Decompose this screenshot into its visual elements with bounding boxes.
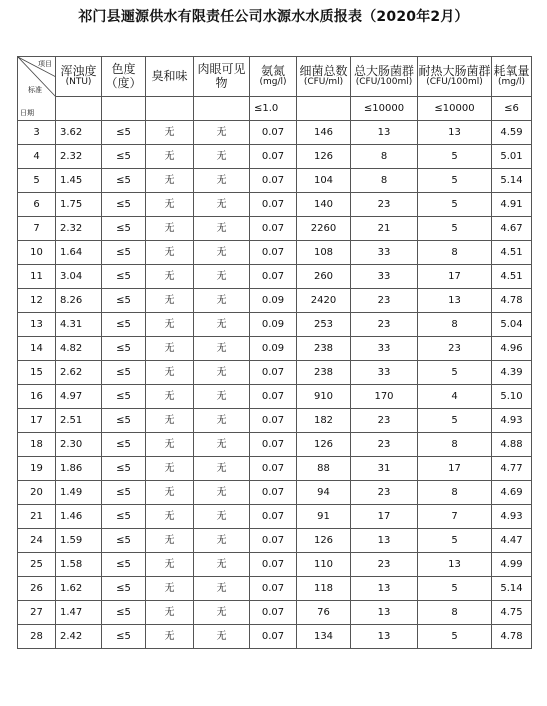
color-cell: ≤5 — [102, 505, 146, 529]
water-quality-table — [17, 56, 532, 649]
thermo-coliform-cell: 5 — [418, 193, 492, 217]
color-cell: ≤5 — [102, 265, 146, 289]
date-cell: 19 — [18, 457, 56, 481]
coliform-cell: 33 — [351, 361, 418, 385]
thermo-coliform-cell: 5 — [418, 577, 492, 601]
standard-cell: ≤1.0 — [250, 97, 297, 121]
ammonia-cell: 0.07 — [250, 553, 297, 577]
odor-cell: 无 — [146, 337, 194, 361]
turbidity-cell: 3.62 — [56, 121, 102, 145]
color-cell: ≤5 — [102, 553, 146, 577]
visible-matter-cell: 无 — [194, 169, 250, 193]
thermo-coliform-cell: 5 — [418, 169, 492, 193]
date-cell: 27 — [18, 601, 56, 625]
odor-cell: 无 — [146, 121, 194, 145]
standard-cell — [297, 97, 351, 121]
color-cell: ≤5 — [102, 601, 146, 625]
bacteria-cell: 182 — [297, 409, 351, 433]
ammonia-cell: 0.07 — [250, 193, 297, 217]
standard-cell: ≤10000 — [351, 97, 418, 121]
turbidity-cell: 2.42 — [56, 625, 102, 649]
ammonia-cell: 0.07 — [250, 145, 297, 169]
ammonia-cell: 0.07 — [250, 361, 297, 385]
coliform-cell: 8 — [351, 145, 418, 169]
date-cell: 21 — [18, 505, 56, 529]
date-cell: 10 — [18, 241, 56, 265]
coliform-cell: 23 — [351, 481, 418, 505]
col-header-oxygen-consumption: 耗氧量 (mg/l) — [492, 57, 532, 97]
thermo-coliform-cell: 17 — [418, 457, 492, 481]
turbidity-cell: 1.45 — [56, 169, 102, 193]
col-header-turbidity: 浑浊度 (NTU) — [56, 57, 102, 97]
turbidity-cell: 1.58 — [56, 553, 102, 577]
visible-matter-cell: 无 — [194, 457, 250, 481]
turbidity-cell: 2.30 — [56, 433, 102, 457]
bacteria-cell: 110 — [297, 553, 351, 577]
date-cell: 13 — [18, 313, 56, 337]
bacteria-cell: 910 — [297, 385, 351, 409]
ammonia-cell: 0.07 — [250, 433, 297, 457]
color-cell: ≤5 — [102, 289, 146, 313]
table-row — [18, 433, 532, 457]
oxygen-consumption-cell: 4.78 — [492, 289, 532, 313]
oxygen-consumption-cell: 4.67 — [492, 217, 532, 241]
col-header-thermo-coliform: 耐热大肠菌群 (CFU/100ml) — [418, 57, 492, 97]
date-cell: 14 — [18, 337, 56, 361]
table-row — [18, 265, 532, 289]
ammonia-cell: 0.09 — [250, 289, 297, 313]
turbidity-cell: 1.86 — [56, 457, 102, 481]
coliform-cell: 33 — [351, 337, 418, 361]
table-row — [18, 337, 532, 361]
color-cell: ≤5 — [102, 529, 146, 553]
turbidity-cell: 4.82 — [56, 337, 102, 361]
table-row — [18, 241, 532, 265]
oxygen-consumption-cell: 4.96 — [492, 337, 532, 361]
turbidity-cell: 1.62 — [56, 577, 102, 601]
coliform-cell: 13 — [351, 577, 418, 601]
col-header-ammonia: 氨氮 (mg/l) — [250, 57, 297, 97]
date-cell: 6 — [18, 193, 56, 217]
standard-cell — [102, 97, 146, 121]
table-row — [18, 313, 532, 337]
coliform-cell: 23 — [351, 193, 418, 217]
oxygen-consumption-cell: 4.99 — [492, 553, 532, 577]
color-cell: ≤5 — [102, 313, 146, 337]
ammonia-cell: 0.07 — [250, 385, 297, 409]
thermo-coliform-cell: 5 — [418, 217, 492, 241]
odor-cell: 无 — [146, 313, 194, 337]
turbidity-cell: 1.46 — [56, 505, 102, 529]
visible-matter-cell: 无 — [194, 577, 250, 601]
standard-cell: ≤10000 — [418, 97, 492, 121]
visible-matter-cell: 无 — [194, 433, 250, 457]
turbidity-cell: 1.64 — [56, 241, 102, 265]
visible-matter-cell: 无 — [194, 121, 250, 145]
oxygen-consumption-cell: 4.39 — [492, 361, 532, 385]
thermo-coliform-cell: 8 — [418, 313, 492, 337]
color-cell: ≤5 — [102, 145, 146, 169]
thermo-coliform-cell: 8 — [418, 433, 492, 457]
col-header-bacteria: 细菌总数 (CFU/ml) — [297, 57, 351, 97]
turbidity-cell: 1.75 — [56, 193, 102, 217]
turbidity-cell: 2.32 — [56, 217, 102, 241]
standard-cell — [194, 97, 250, 121]
turbidity-cell: 3.04 — [56, 265, 102, 289]
header-row — [18, 57, 532, 97]
turbidity-cell: 4.97 — [56, 385, 102, 409]
color-cell: ≤5 — [102, 457, 146, 481]
corner-standard-label: 标准 — [28, 86, 42, 94]
coliform-cell: 23 — [351, 289, 418, 313]
color-cell: ≤5 — [102, 433, 146, 457]
date-cell: 11 — [18, 265, 56, 289]
odor-cell: 无 — [146, 193, 194, 217]
table-row — [18, 577, 532, 601]
turbidity-cell: 1.47 — [56, 601, 102, 625]
oxygen-consumption-cell: 4.51 — [492, 241, 532, 265]
thermo-coliform-cell: 5 — [418, 409, 492, 433]
thermo-coliform-cell: 5 — [418, 625, 492, 649]
bacteria-cell: 140 — [297, 193, 351, 217]
color-cell: ≤5 — [102, 193, 146, 217]
coliform-cell: 23 — [351, 553, 418, 577]
ammonia-cell: 0.07 — [250, 481, 297, 505]
table-row — [18, 457, 532, 481]
thermo-coliform-cell: 8 — [418, 601, 492, 625]
coliform-cell: 33 — [351, 241, 418, 265]
bacteria-cell: 126 — [297, 529, 351, 553]
col-header-coliform: 总大肠菌群 (CFU/100ml) — [351, 57, 418, 97]
coliform-cell: 13 — [351, 625, 418, 649]
visible-matter-cell: 无 — [194, 553, 250, 577]
standard-cell — [146, 97, 194, 121]
date-cell: 18 — [18, 433, 56, 457]
coliform-cell: 13 — [351, 121, 418, 145]
turbidity-cell: 1.59 — [56, 529, 102, 553]
table-row — [18, 361, 532, 385]
odor-cell: 无 — [146, 289, 194, 313]
coliform-cell: 33 — [351, 265, 418, 289]
table-row — [18, 625, 532, 649]
oxygen-consumption-cell: 4.47 — [492, 529, 532, 553]
report-title: 祁门县逦源供水有限责任公司水源水水质报表（2020年2月） — [78, 9, 469, 25]
ammonia-cell: 0.07 — [250, 121, 297, 145]
turbidity-cell: 2.32 — [56, 145, 102, 169]
coliform-cell: 23 — [351, 409, 418, 433]
ammonia-cell: 0.07 — [250, 625, 297, 649]
date-cell: 16 — [18, 385, 56, 409]
table-row — [18, 505, 532, 529]
ammonia-cell: 0.07 — [250, 265, 297, 289]
turbidity-cell: 2.62 — [56, 361, 102, 385]
turbidity-cell: 2.51 — [56, 409, 102, 433]
color-cell: ≤5 — [102, 169, 146, 193]
thermo-coliform-cell: 13 — [418, 553, 492, 577]
bacteria-cell: 146 — [297, 121, 351, 145]
bacteria-cell: 126 — [297, 433, 351, 457]
visible-matter-cell: 无 — [194, 529, 250, 553]
oxygen-consumption-cell: 5.10 — [492, 385, 532, 409]
color-cell: ≤5 — [102, 337, 146, 361]
coliform-cell: 21 — [351, 217, 418, 241]
oxygen-consumption-cell: 4.93 — [492, 409, 532, 433]
coliform-cell: 8 — [351, 169, 418, 193]
oxygen-consumption-cell: 4.69 — [492, 481, 532, 505]
thermo-coliform-cell: 5 — [418, 361, 492, 385]
date-cell: 26 — [18, 577, 56, 601]
odor-cell: 无 — [146, 217, 194, 241]
date-cell: 17 — [18, 409, 56, 433]
odor-cell: 无 — [146, 553, 194, 577]
oxygen-consumption-cell: 4.75 — [492, 601, 532, 625]
color-cell: ≤5 — [102, 217, 146, 241]
coliform-cell: 13 — [351, 529, 418, 553]
bacteria-cell: 134 — [297, 625, 351, 649]
corner-header-cell — [18, 57, 56, 121]
bacteria-cell: 238 — [297, 337, 351, 361]
thermo-coliform-cell: 8 — [418, 481, 492, 505]
odor-cell: 无 — [146, 529, 194, 553]
corner-item-label: 项目 — [38, 60, 52, 68]
table-row — [18, 289, 532, 313]
table-row — [18, 385, 532, 409]
bacteria-cell: 76 — [297, 601, 351, 625]
visible-matter-cell: 无 — [194, 265, 250, 289]
visible-matter-cell: 无 — [194, 337, 250, 361]
oxygen-consumption-cell: 4.77 — [492, 457, 532, 481]
ammonia-cell: 0.07 — [250, 505, 297, 529]
coliform-cell: 17 — [351, 505, 418, 529]
bacteria-cell: 91 — [297, 505, 351, 529]
table-row — [18, 169, 532, 193]
oxygen-consumption-cell: 4.88 — [492, 433, 532, 457]
thermo-coliform-cell: 7 — [418, 505, 492, 529]
table-row — [18, 529, 532, 553]
odor-cell: 无 — [146, 385, 194, 409]
visible-matter-cell: 无 — [194, 601, 250, 625]
thermo-coliform-cell: 4 — [418, 385, 492, 409]
odor-cell: 无 — [146, 169, 194, 193]
odor-cell: 无 — [146, 625, 194, 649]
ammonia-cell: 0.09 — [250, 313, 297, 337]
color-cell: ≤5 — [102, 577, 146, 601]
coliform-cell: 23 — [351, 313, 418, 337]
table-row — [18, 481, 532, 505]
date-cell: 24 — [18, 529, 56, 553]
visible-matter-cell: 无 — [194, 217, 250, 241]
table-row — [18, 193, 532, 217]
thermo-coliform-cell: 8 — [418, 241, 492, 265]
thermo-coliform-cell: 13 — [418, 289, 492, 313]
ammonia-cell: 0.07 — [250, 217, 297, 241]
odor-cell: 无 — [146, 145, 194, 169]
oxygen-consumption-cell: 4.51 — [492, 265, 532, 289]
bacteria-cell: 253 — [297, 313, 351, 337]
odor-cell: 无 — [146, 241, 194, 265]
date-cell: 3 — [18, 121, 56, 145]
table-row — [18, 145, 532, 169]
coliform-cell: 31 — [351, 457, 418, 481]
standard-row — [18, 97, 532, 121]
turbidity-cell: 8.26 — [56, 289, 102, 313]
oxygen-consumption-cell: 4.91 — [492, 193, 532, 217]
thermo-coliform-cell: 5 — [418, 529, 492, 553]
ammonia-cell: 0.07 — [250, 529, 297, 553]
standard-cell — [56, 97, 102, 121]
date-cell: 28 — [18, 625, 56, 649]
table-row — [18, 601, 532, 625]
table-row — [18, 553, 532, 577]
bacteria-cell: 118 — [297, 577, 351, 601]
visible-matter-cell: 无 — [194, 313, 250, 337]
date-cell: 5 — [18, 169, 56, 193]
date-cell: 20 — [18, 481, 56, 505]
color-cell: ≤5 — [102, 361, 146, 385]
ammonia-cell: 0.09 — [250, 337, 297, 361]
bacteria-cell: 108 — [297, 241, 351, 265]
thermo-coliform-cell: 23 — [418, 337, 492, 361]
thermo-coliform-cell: 13 — [418, 121, 492, 145]
bacteria-cell: 2420 — [297, 289, 351, 313]
bacteria-cell: 126 — [297, 145, 351, 169]
visible-matter-cell: 无 — [194, 241, 250, 265]
corner-date-label: 日期 — [20, 109, 34, 117]
visible-matter-cell: 无 — [194, 505, 250, 529]
table-row — [18, 217, 532, 241]
col-header-odor: 臭和味 — [146, 57, 194, 97]
standard-cell: ≤6 — [492, 97, 532, 121]
bacteria-cell: 2260 — [297, 217, 351, 241]
thermo-coliform-cell: 17 — [418, 265, 492, 289]
color-cell: ≤5 — [102, 481, 146, 505]
col-header-visible-matter: 肉眼可见物 — [194, 57, 250, 97]
col-header-color: 色度 （度） — [102, 57, 146, 97]
visible-matter-cell: 无 — [194, 289, 250, 313]
date-cell: 12 — [18, 289, 56, 313]
odor-cell: 无 — [146, 577, 194, 601]
color-cell: ≤5 — [102, 409, 146, 433]
bacteria-cell: 88 — [297, 457, 351, 481]
bacteria-cell: 94 — [297, 481, 351, 505]
color-cell: ≤5 — [102, 625, 146, 649]
odor-cell: 无 — [146, 481, 194, 505]
visible-matter-cell: 无 — [194, 145, 250, 169]
date-cell: 15 — [18, 361, 56, 385]
bacteria-cell: 104 — [297, 169, 351, 193]
visible-matter-cell: 无 — [194, 481, 250, 505]
table-row — [18, 409, 532, 433]
turbidity-cell: 1.49 — [56, 481, 102, 505]
thermo-coliform-cell: 5 — [418, 145, 492, 169]
ammonia-cell: 0.07 — [250, 457, 297, 481]
bacteria-cell: 238 — [297, 361, 351, 385]
odor-cell: 无 — [146, 505, 194, 529]
oxygen-consumption-cell: 5.04 — [492, 313, 532, 337]
visible-matter-cell: 无 — [194, 625, 250, 649]
odor-cell: 无 — [146, 409, 194, 433]
color-cell: ≤5 — [102, 385, 146, 409]
oxygen-consumption-cell: 4.93 — [492, 505, 532, 529]
table-row — [18, 121, 532, 145]
bacteria-cell: 260 — [297, 265, 351, 289]
oxygen-consumption-cell: 4.78 — [492, 625, 532, 649]
color-cell: ≤5 — [102, 121, 146, 145]
odor-cell: 无 — [146, 601, 194, 625]
odor-cell: 无 — [146, 265, 194, 289]
oxygen-consumption-cell: 5.14 — [492, 169, 532, 193]
oxygen-consumption-cell: 5.01 — [492, 145, 532, 169]
visible-matter-cell: 无 — [194, 193, 250, 217]
date-cell: 25 — [18, 553, 56, 577]
color-cell: ≤5 — [102, 241, 146, 265]
visible-matter-cell: 无 — [194, 361, 250, 385]
odor-cell: 无 — [146, 361, 194, 385]
ammonia-cell: 0.07 — [250, 577, 297, 601]
visible-matter-cell: 无 — [194, 409, 250, 433]
date-cell: 7 — [18, 217, 56, 241]
ammonia-cell: 0.07 — [250, 169, 297, 193]
oxygen-consumption-cell: 5.14 — [492, 577, 532, 601]
coliform-cell: 23 — [351, 433, 418, 457]
oxygen-consumption-cell: 4.59 — [492, 121, 532, 145]
visible-matter-cell: 无 — [194, 385, 250, 409]
odor-cell: 无 — [146, 457, 194, 481]
coliform-cell: 13 — [351, 601, 418, 625]
coliform-cell: 170 — [351, 385, 418, 409]
ammonia-cell: 0.07 — [250, 601, 297, 625]
turbidity-cell: 4.31 — [56, 313, 102, 337]
date-cell: 4 — [18, 145, 56, 169]
odor-cell: 无 — [146, 433, 194, 457]
ammonia-cell: 0.07 — [250, 241, 297, 265]
ammonia-cell: 0.07 — [250, 409, 297, 433]
